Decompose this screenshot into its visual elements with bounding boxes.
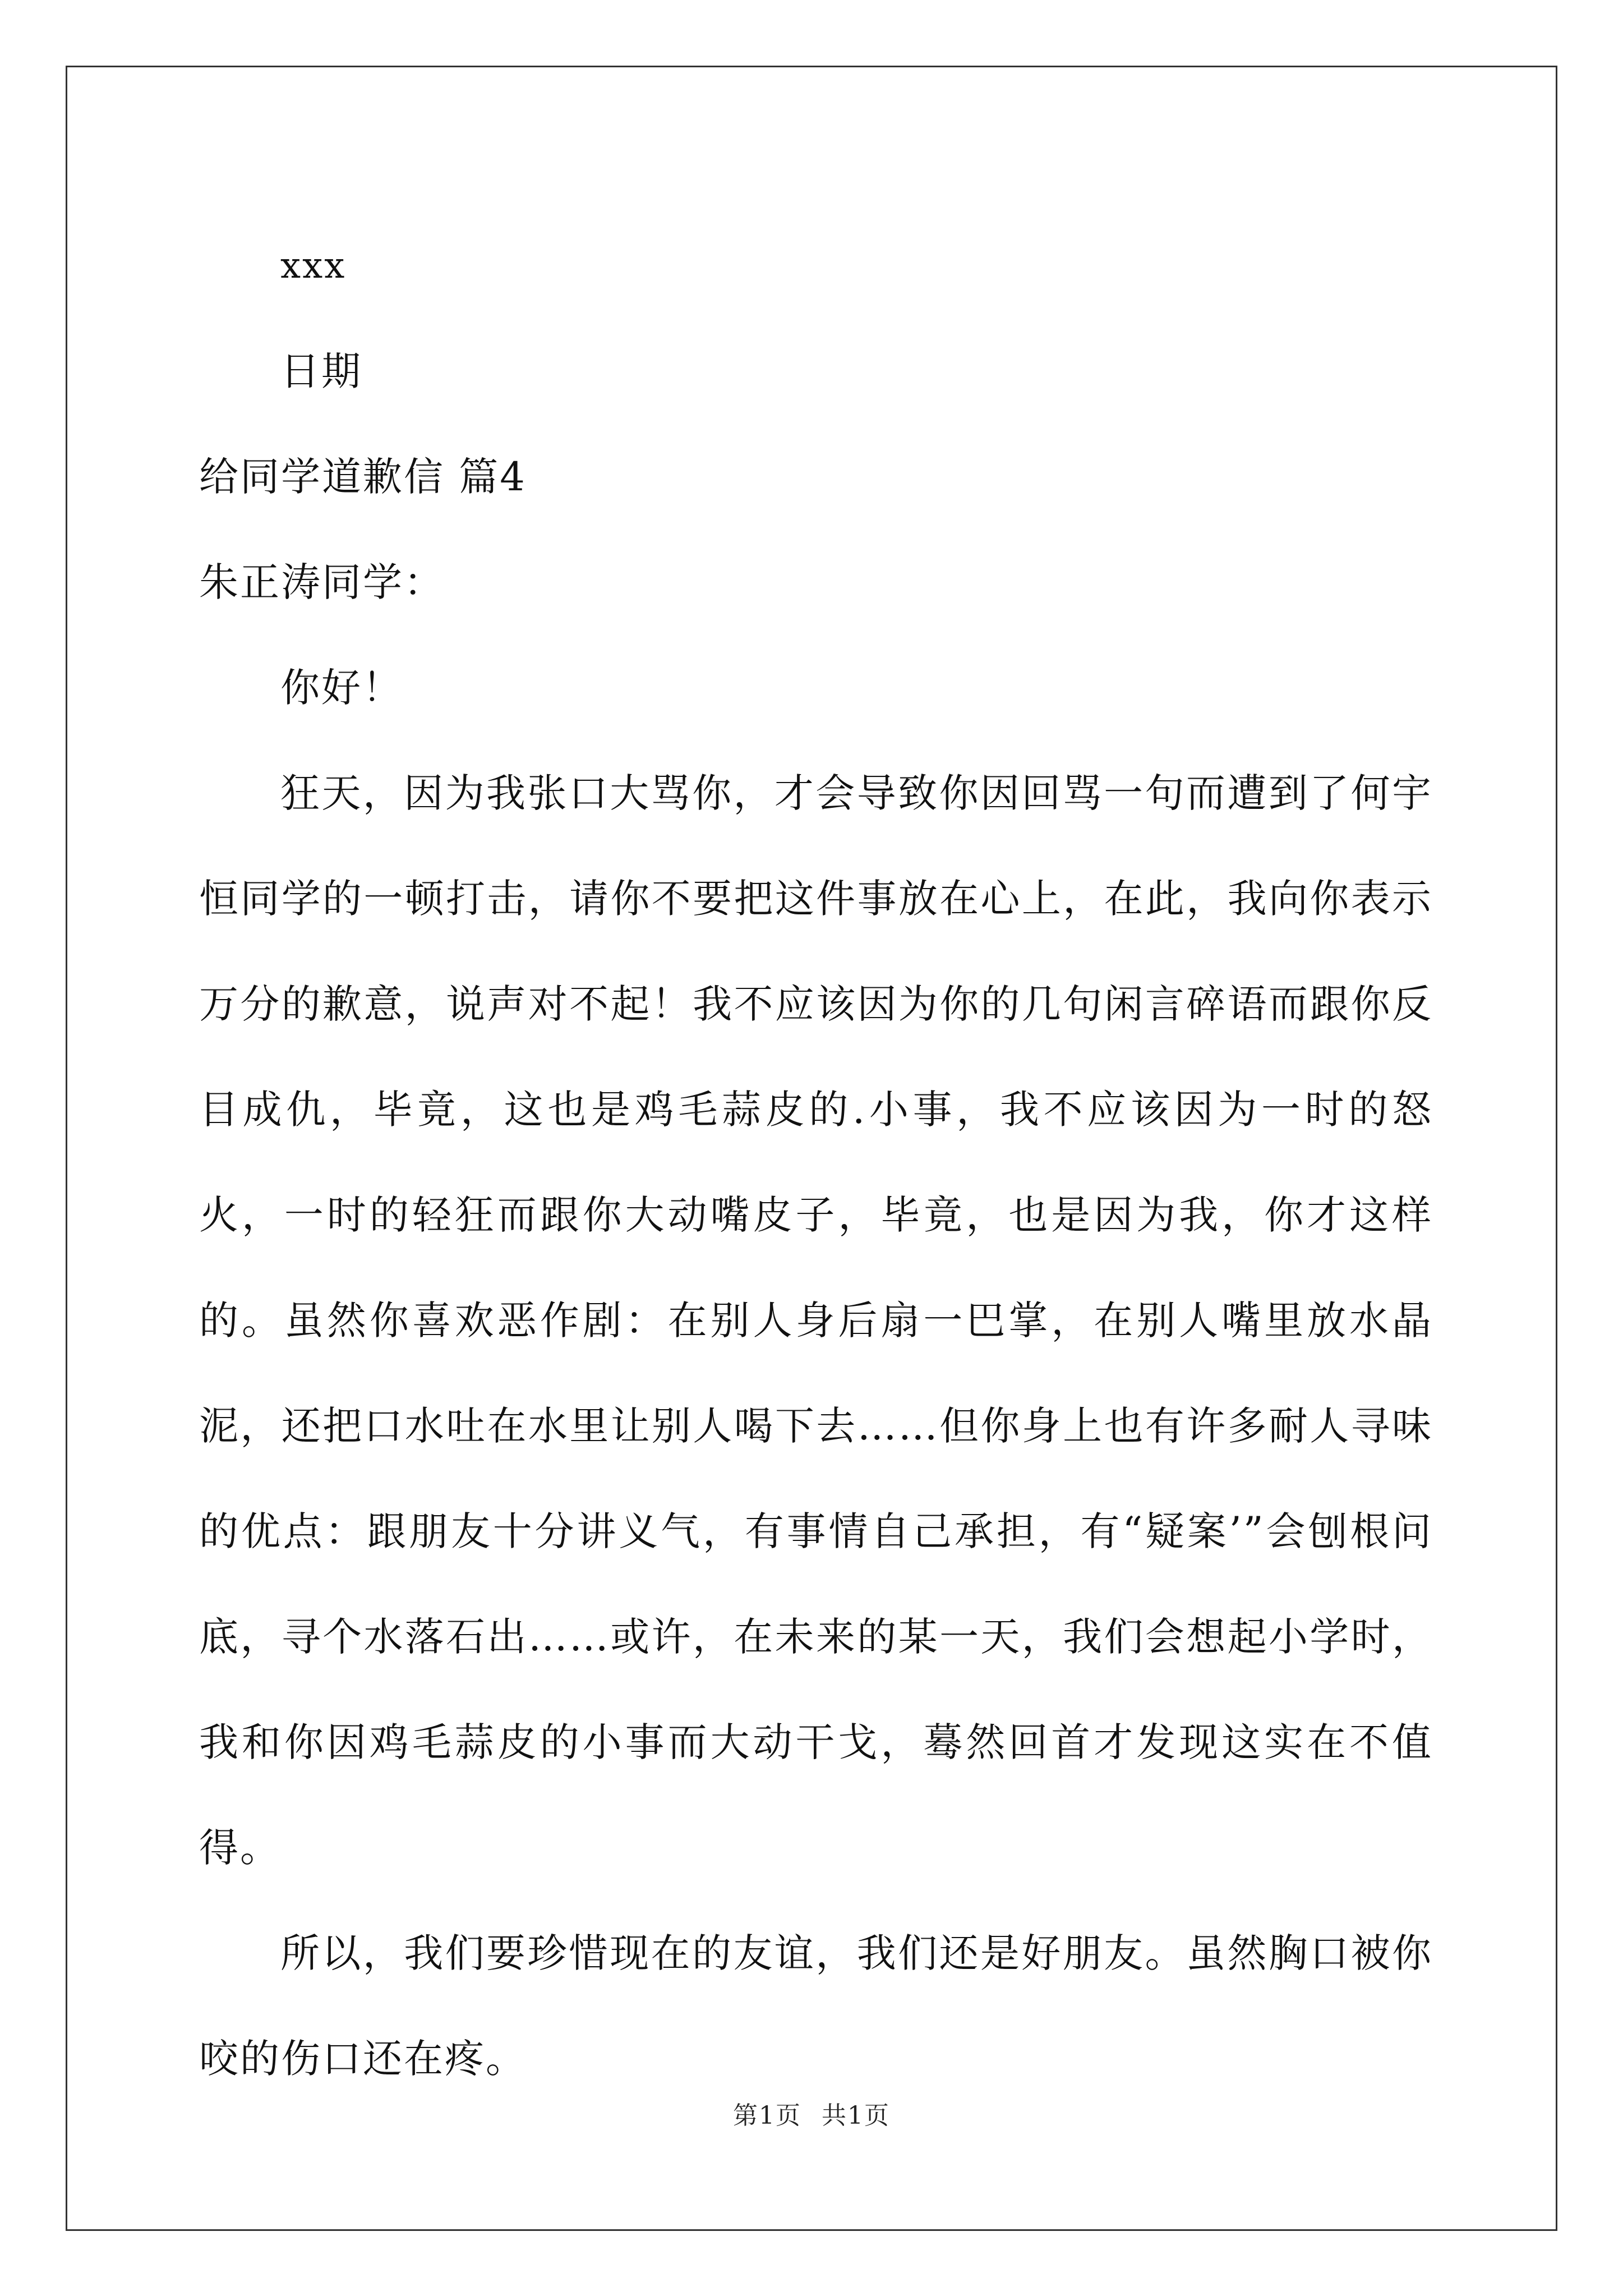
body-paragraph-2: 所以，我们要珍惜现在的友谊，我们还是好朋友。虽然胸口被你咬的伤口还在疼。 <box>199 1930 1433 2082</box>
date-label: 日期 <box>280 348 362 394</box>
document-body <box>199 213 1433 2111</box>
salutation: 朱正涛同学： <box>199 559 445 605</box>
letter-heading: 给同学道歉信 篇4 <box>199 454 527 500</box>
signature: xxx <box>280 245 347 287</box>
body-paragraph-1: 狂天，因为我张口大骂你，才会导致你因回骂一句而遭到了何宇恒同学的一顿打击，请你不要把这件事放在心上，在此，我向你表示万分的歉意，说声对不起！我不应该因为你的几句闲言碎语而跟你反目成仇，毕竟，这也是鸡毛蒜皮的.小事，我不应该因为一时的怒火，一时的轻狂而跟你大动嘴皮子，毕竟，也是因为我，你才这样的。虽然你喜欢恶作剧：在别人身后扇一巴掌，在别人嘴里放水晶泥，还把口水吐在水里让别人喝下去……但你身上也有许多耐人寻味的优点：跟朋友十分讲义气，有事情自己承担，有“疑案’”会刨根问底，寻个水落石出……或许，在未来的某一天，我们会想起小学时，我和你因鸡毛蒜皮的小事而大动干戈，蓦然回首才发现这实在不值得。 <box>199 770 1433 1871</box>
greeting: 你好！ <box>280 665 403 711</box>
page-footer <box>0 2095 1623 2131</box>
page-number: 第1页 <box>733 2101 801 2130</box>
page-total: 共1页 <box>822 2101 890 2130</box>
